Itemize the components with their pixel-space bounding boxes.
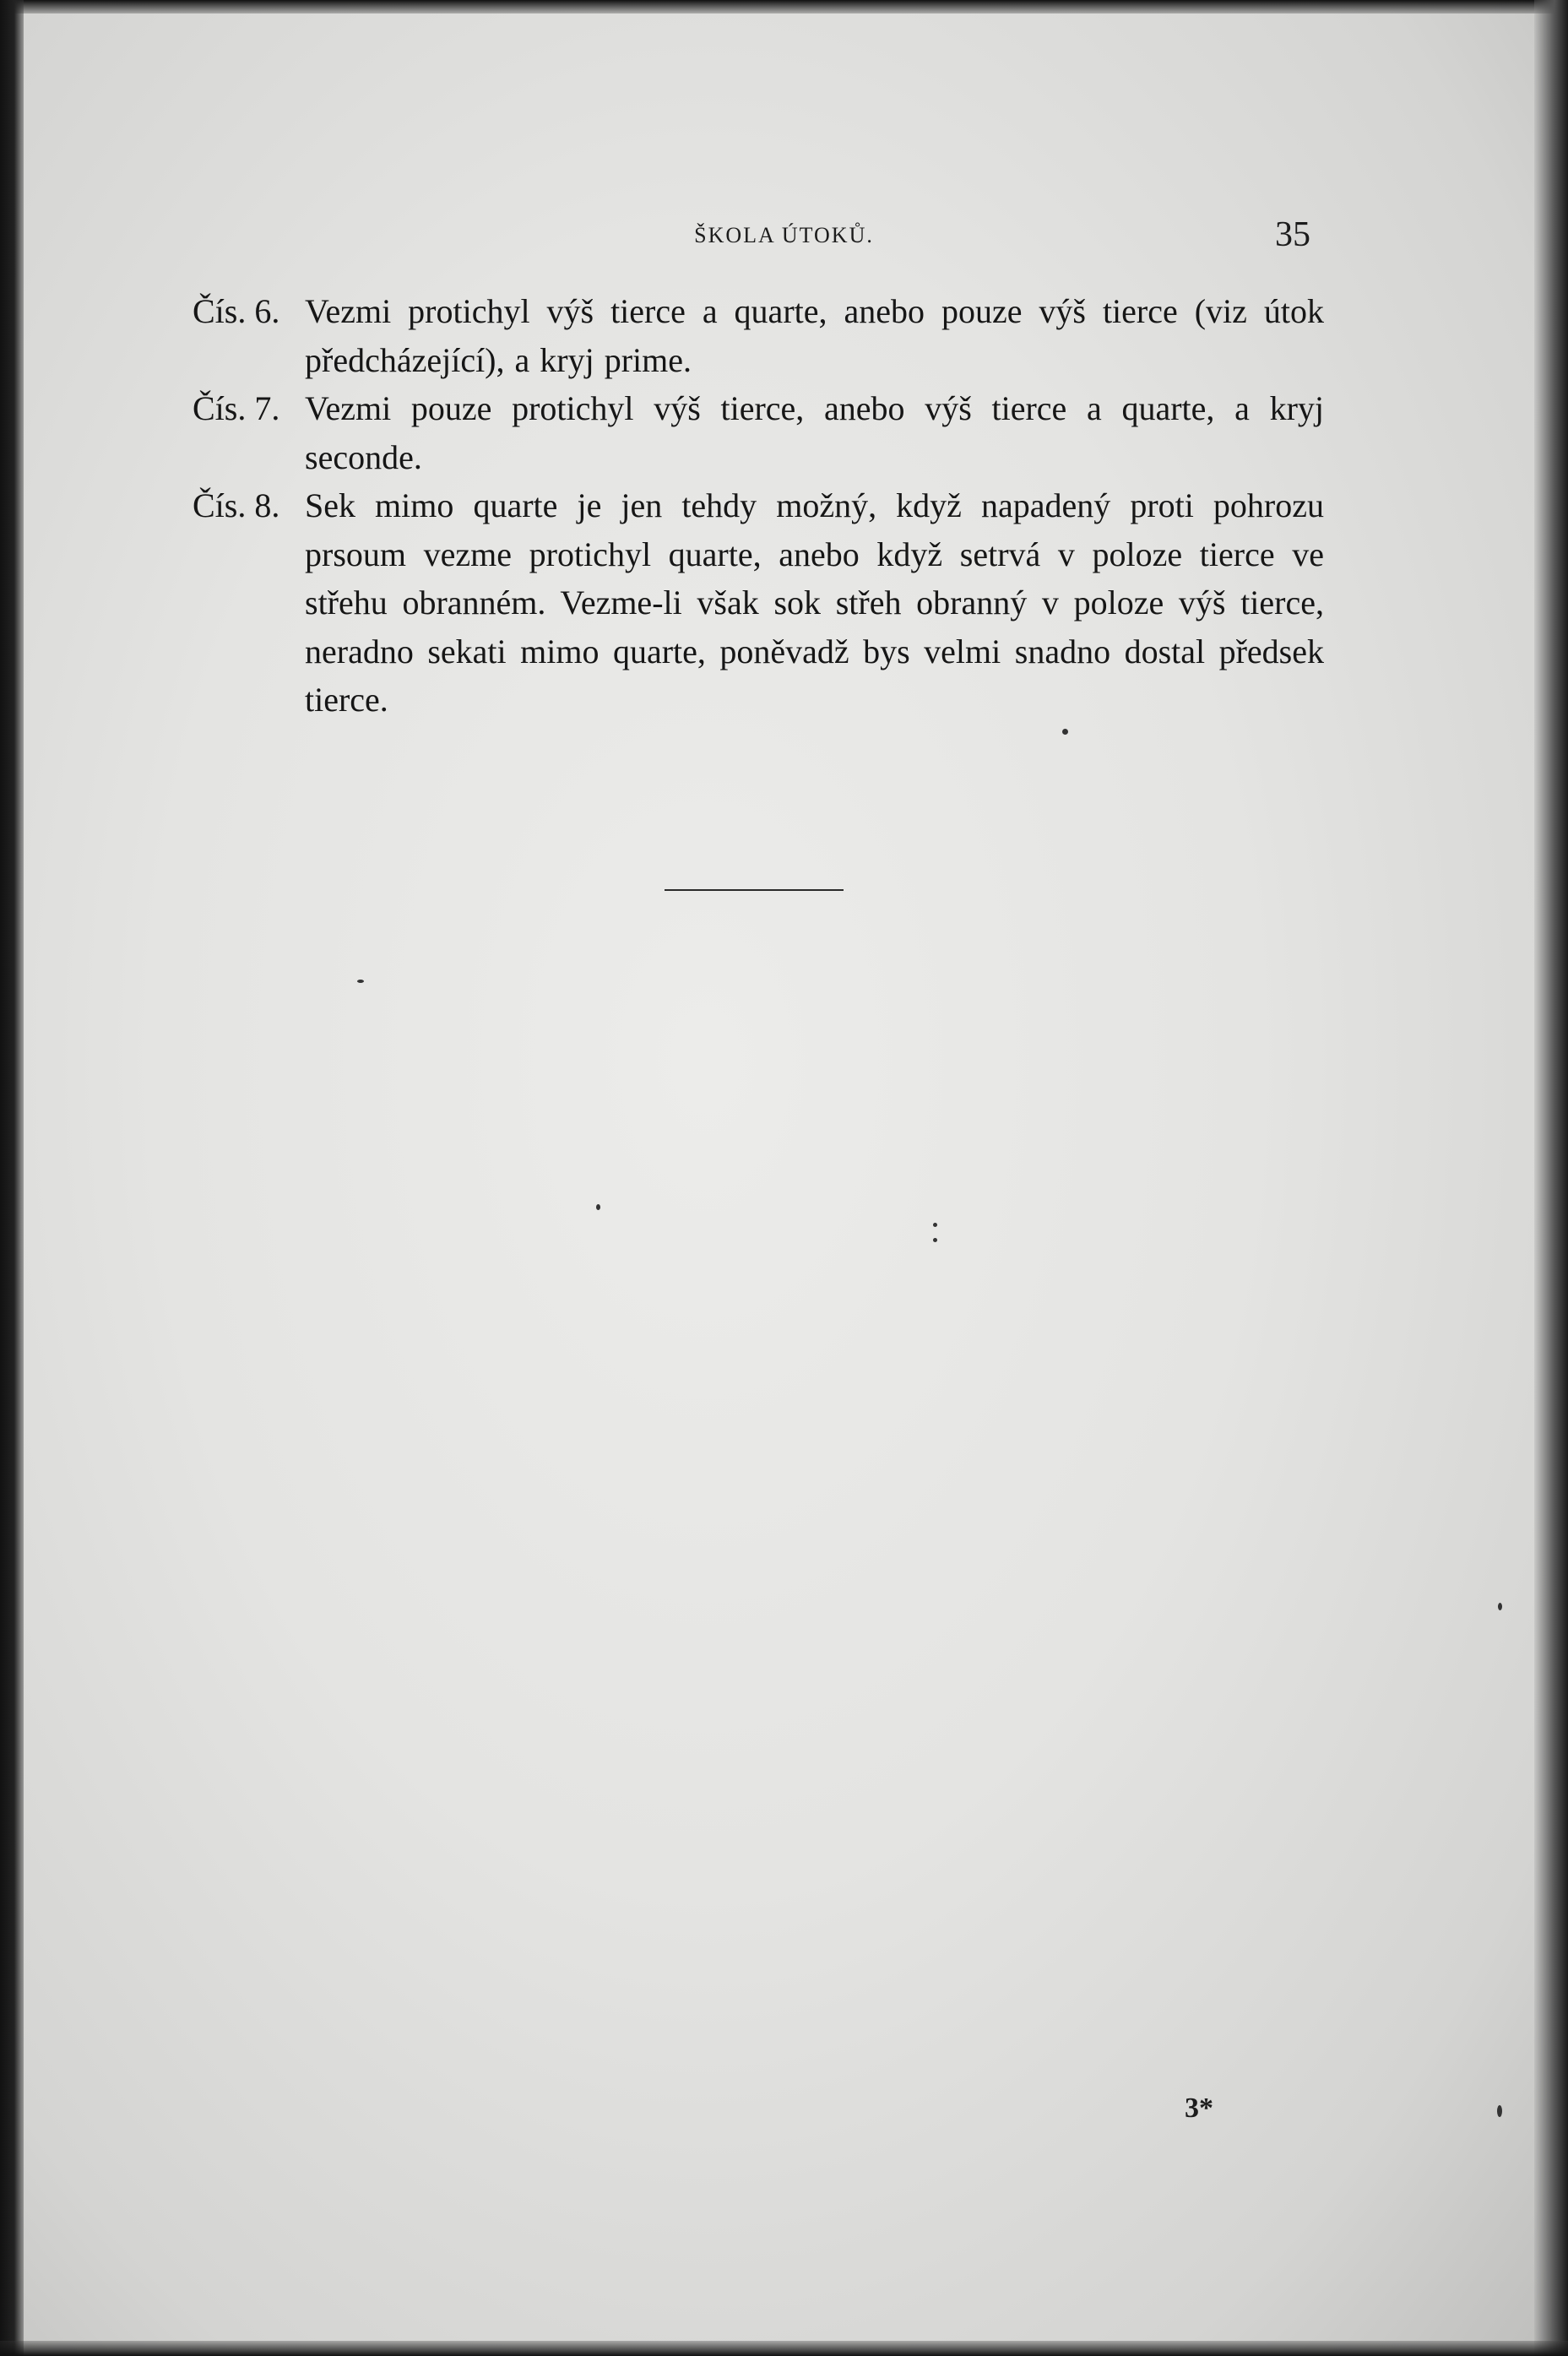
page-number: 35	[1275, 215, 1310, 254]
entry-7	[193, 384, 1324, 481]
scan-speck	[933, 1238, 937, 1242]
scan-speck	[1062, 729, 1068, 735]
scan-edge-top	[0, 0, 1568, 14]
scan-speck	[933, 1223, 937, 1227]
running-head: ŠKOLA ÚTOKŮ.	[694, 223, 874, 247]
scan-speck	[1498, 1603, 1502, 1610]
entry-label: Čís. 7.	[193, 389, 280, 427]
entry-text: Vezmi protichyl výš tierce a quarte, anebo pouze výš tierce (viz útok předcházející), a kryj prime.	[305, 292, 1324, 379]
scan-edge-bottom	[0, 2341, 1568, 2356]
entry-label: Čís. 8.	[193, 486, 280, 524]
entry-text: Sek mimo quarte je jen tehdy možný, když napadený proti pohrozu prsoum vezme protichyl quarte, anebo když setrvá v poloze tierce ve střehu obranném. Vezme-li však sok střeh obranný v poloze výš tierce, neradno sekati mimo quarte, poněvadž bys velmi snadno dostal předsek tierce.	[305, 486, 1324, 719]
entry-6	[193, 287, 1324, 384]
scan-edge-left	[0, 0, 24, 2356]
scan-edge-right	[1534, 0, 1568, 2356]
signature-mark: 3*	[1185, 2093, 1213, 2124]
section-end-rule	[665, 889, 844, 891]
scan-speck	[357, 980, 364, 983]
page-body	[193, 287, 1324, 725]
entry-label: Čís. 6.	[193, 292, 280, 330]
entry-text: Vezmi pouze protichyl výš tierce, anebo výš tierce a quarte, a kryj seconde.	[305, 389, 1324, 476]
scan-speck	[596, 1204, 600, 1210]
entry-8	[193, 481, 1324, 725]
scan-speck	[1497, 2105, 1502, 2117]
